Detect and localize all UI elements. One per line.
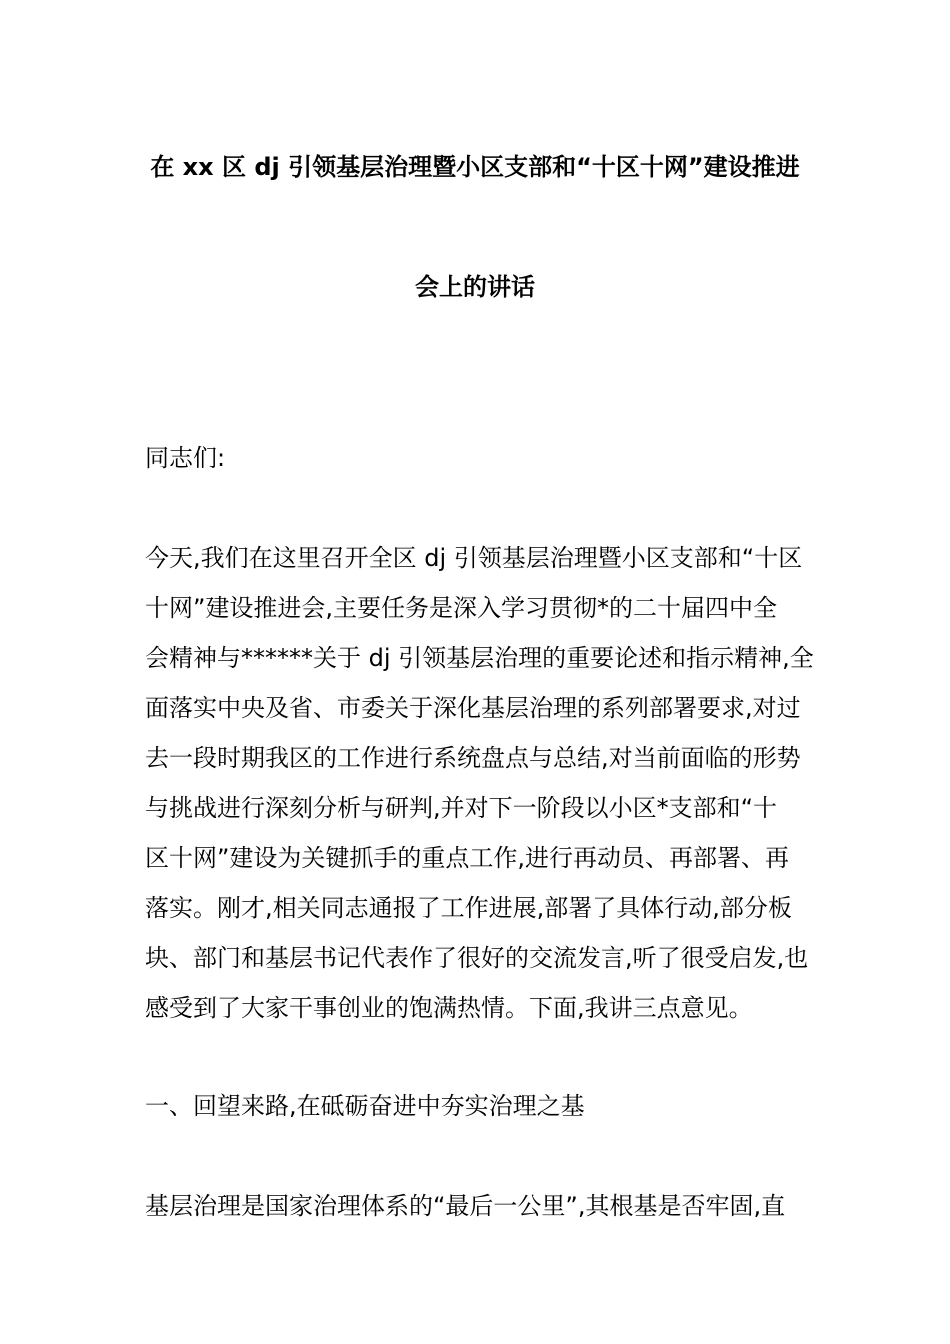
paragraph-line: 十网”建设推进会,主要任务是深入学习贯彻*的二十届四中全 <box>145 594 778 622</box>
paragraph-line: 感受到了大家干事创业的饱满热情。下面,我讲三点意见。 <box>145 994 753 1022</box>
paragraph-line: 今天,我们在这里召开全区 dj 引领基层治理暨小区支部和“十区 <box>145 544 803 572</box>
paragraph-line: 基层治理是国家治理体系的“最后一公里”,其根基是否牢固,直 <box>145 1192 786 1220</box>
section-heading-1: 一、回望来路,在砥砺奋进中夯实治理之基 <box>145 1092 585 1120</box>
paragraph-line: 与挑战进行深刻分析与研判,并对下一阶段以小区*支部和“十 <box>145 794 778 822</box>
paragraph-line: 会精神与******关于 dj 引领基层治理的重要论述和指示精神,全 <box>145 644 814 672</box>
document-title-line-2: 会上的讲话 <box>415 273 535 301</box>
paragraph-line: 区十网”建设为关键抓手的重点工作,进行再动员、再部署、再 <box>145 844 790 872</box>
paragraph-line: 块、部门和基层书记代表作了很好的交流发言,听了很受启发,也 <box>145 944 809 972</box>
salutation: 同志们: <box>145 444 226 472</box>
paragraph-line: 落实。刚才,相关同志通报了工作进展,部署了具体行动,部分板 <box>145 894 792 922</box>
paragraph-line: 去一段时期我区的工作进行系统盘点与总结,对当前面临的形势 <box>145 744 801 772</box>
paragraph-2 <box>145 1181 810 1231</box>
paragraph-line: 面落实中央及省、市委关于深化基层治理的系列部署要求,对过 <box>145 694 801 722</box>
paragraph-1 <box>145 533 814 1033</box>
document-title-line-1: 在 xx 区 dj 引领基层治理暨小区支部和“十区十网”建设推进 <box>150 153 800 181</box>
